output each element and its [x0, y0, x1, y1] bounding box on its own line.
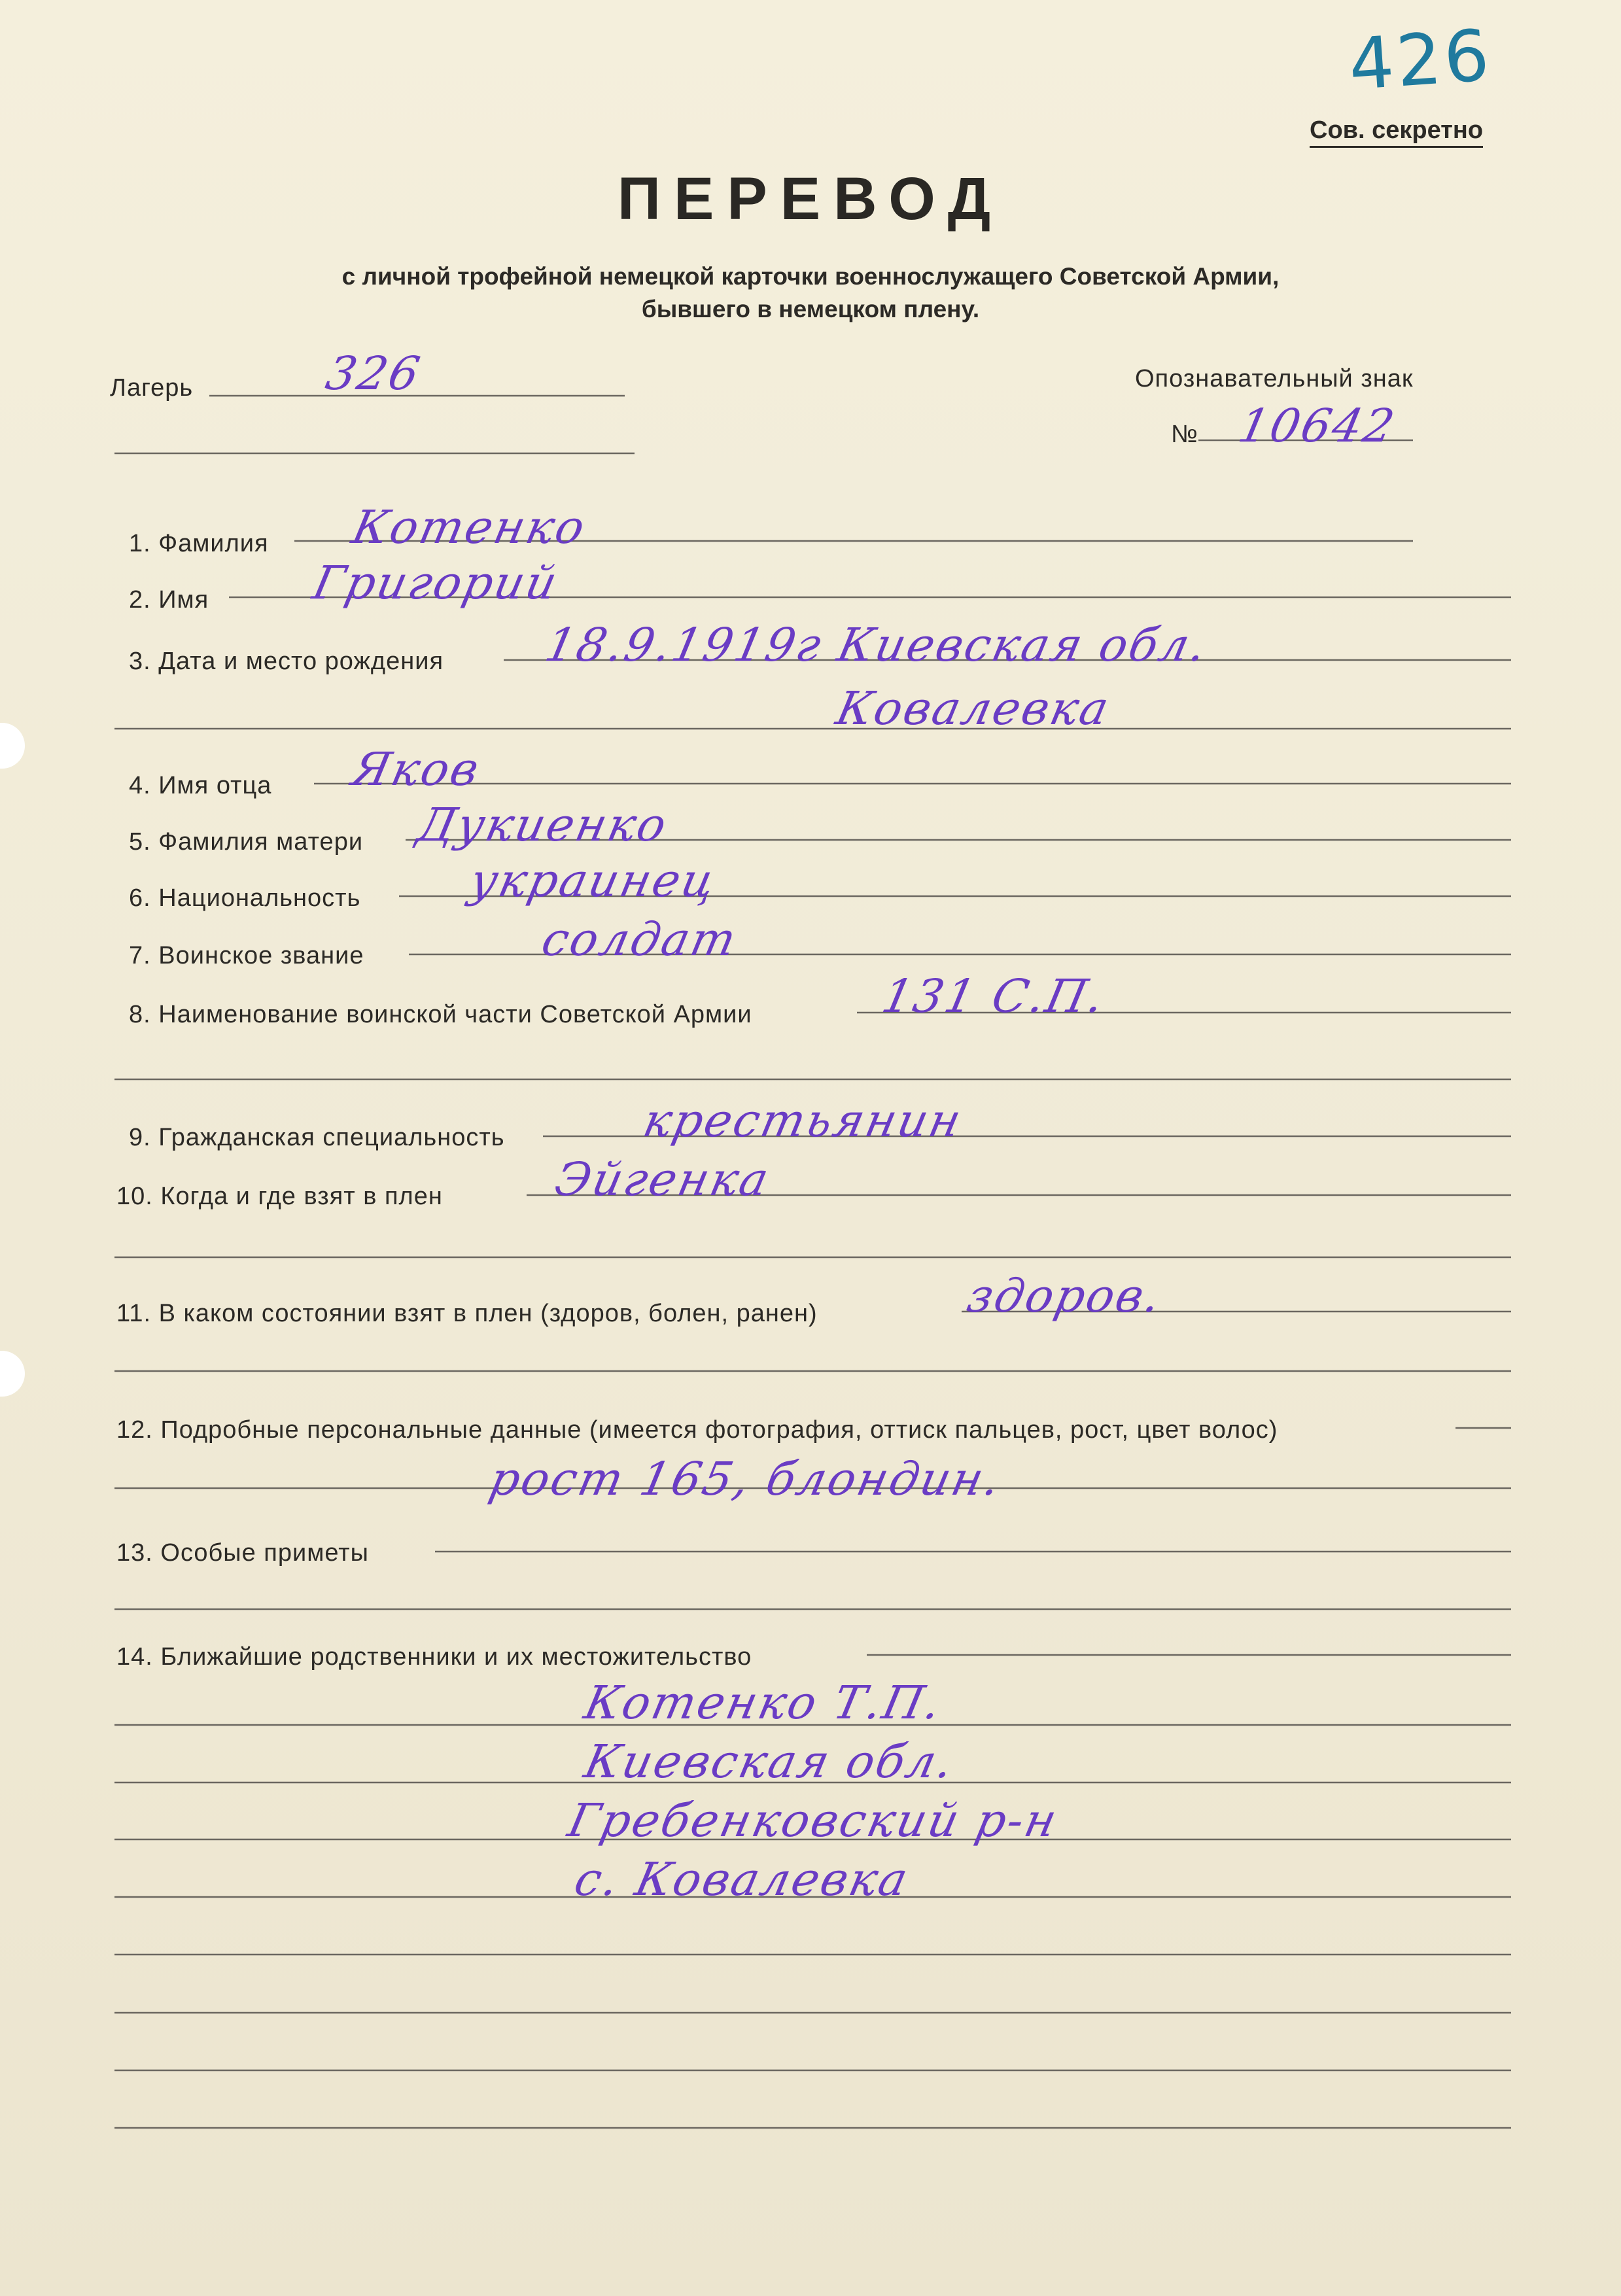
subtitle-line-2: бывшего в немецком плену. [641, 296, 980, 322]
value-surname: Котенко [347, 500, 591, 554]
id-number-label: № [1171, 421, 1198, 448]
document-title: ПЕРЕВОД [617, 165, 1004, 232]
label-first-name: 2. Имя [129, 586, 209, 614]
label-personal-data: 12. Подробные персональные данные (имеется фотография, оттиск пальцев, рост, цвет волос) [116, 1416, 1278, 1444]
value-rank: солдат [537, 913, 743, 966]
value-relative-region: Киевская обл. [580, 1735, 960, 1788]
value-civil-profession: крестьянин [638, 1094, 968, 1147]
label-birth: 3. Дата и место рождения [129, 648, 444, 675]
classification-mark: Сов. секретно [1310, 116, 1483, 148]
value-relative-name: Котенко Т.П. [580, 1676, 948, 1730]
id-tag-label: Опознавательный знак [1135, 365, 1414, 392]
label-mother-surname: 5. Фамилия матери [129, 828, 364, 856]
label-unit: 8. Наименование воинской части Советской Армии [129, 1001, 752, 1028]
value-birth-place: Ковалевка [831, 682, 1115, 735]
value-first-name: Григорий [308, 556, 564, 610]
subtitle-line-1: с личной трофейной немецкой карточки военнослужащего Советской Армии, [341, 263, 1280, 290]
label-captured: 10. Когда и где взят в плен [116, 1183, 443, 1210]
value-relative-village: с. Ковалевка [570, 1852, 915, 1906]
value-condition: здоров. [962, 1269, 1168, 1323]
label-surname: 1. Фамилия [129, 530, 269, 557]
camp-value: 326 [321, 347, 427, 400]
value-personal-data: рост 165, блондин. [485, 1452, 1007, 1506]
label-special-marks: 13. Особые приметы [116, 1539, 369, 1567]
id-tag-value: 10642 [1234, 399, 1401, 453]
camp-label: Лагерь [110, 374, 194, 402]
label-civil-profession: 9. Гражданская специальность [129, 1124, 505, 1151]
archive-number: 426 [1346, 14, 1495, 107]
value-captured: Эйгенка [550, 1153, 775, 1206]
value-father-name: Яков [347, 742, 485, 796]
label-rank: 7. Воинское звание [129, 942, 364, 969]
value-birth: 18.9.1919г Киевская обл. [540, 618, 1213, 672]
value-relative-district: Гребенковский р-н [563, 1794, 1064, 1847]
value-nationality: украинец [465, 854, 722, 907]
value-mother-surname: Дукиенко [413, 798, 673, 852]
value-unit: 131 С.П. [877, 969, 1111, 1023]
label-nationality: 6. Национальность [129, 884, 361, 912]
label-condition: 11. В каком состоянии взят в плен (здоров, болен, ранен) [116, 1300, 818, 1327]
label-father-name: 4. Имя отца [129, 772, 272, 799]
label-relatives: 14. Ближайшие родственники и их местожительство [116, 1643, 752, 1671]
